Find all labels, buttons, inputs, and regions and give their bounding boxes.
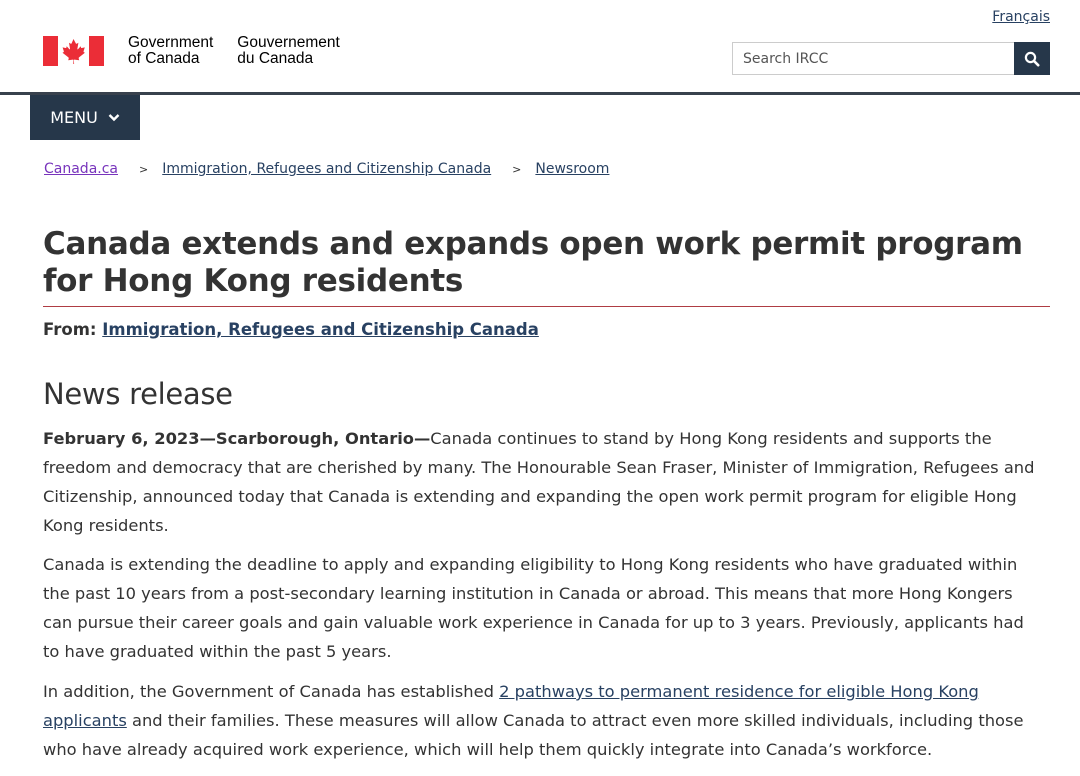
search-input[interactable] xyxy=(732,42,1014,75)
wordmark-fr-line2: du Canada xyxy=(237,50,314,67)
title-underline xyxy=(43,306,1050,307)
breadcrumb-link-newsroom[interactable]: Newsroom xyxy=(535,161,610,177)
from-department-link[interactable]: Immigration, Refugees and Citizenship Canada xyxy=(102,320,539,339)
breadcrumb-separator: > xyxy=(139,162,149,176)
government-of-canada-logo[interactable] xyxy=(43,36,340,67)
search-bar xyxy=(732,42,1050,75)
wordmark-french xyxy=(237,35,340,67)
wordmark xyxy=(128,35,340,67)
breadcrumb-link-ircc[interactable]: Immigration, Refugees and Citizenship Canada xyxy=(162,161,492,177)
search-button[interactable] xyxy=(1014,42,1050,75)
canada-flag-icon xyxy=(43,36,104,66)
paragraph-3-text-after: and their families. These measures will allow Canada to attract even more skilled individuals, including those who have already acquired work experience, which will help them quickly integrate into Canada’s workforce. xyxy=(43,711,1024,759)
article-paragraph-3 xyxy=(43,677,1043,764)
menu-button[interactable] xyxy=(30,95,140,140)
permanent-residence-pathways-link[interactable]: 2 pathways to permanent residence for eligible Hong Kong applicants xyxy=(43,682,979,730)
dateline: February 6, 2023—Scarborough, Ontario— xyxy=(43,429,431,448)
from-line xyxy=(43,320,539,339)
breadcrumb xyxy=(44,161,609,177)
wordmark-en-line2: of Canada xyxy=(128,50,200,67)
page-title: Canada extends and expands open work permit program for Hong Kong residents xyxy=(43,226,1023,299)
paragraph-3-text-before: In addition, the Government of Canada has established xyxy=(43,682,500,701)
news-release-heading: News release xyxy=(43,377,233,411)
chevron-down-icon xyxy=(108,113,120,122)
search-icon xyxy=(1024,51,1040,67)
header-divider xyxy=(0,92,1080,95)
language-toggle-link[interactable]: Français xyxy=(992,9,1050,25)
article-paragraph-1 xyxy=(43,424,1043,540)
wordmark-en-line1: Government xyxy=(128,34,214,51)
wordmark-english xyxy=(128,35,213,67)
paragraph-1-text: Canada continues to stand by Hong Kong residents and supports the freedom and democracy that are cherished by many. The Honourable Sean Fraser, Minister of Immigration, Refugees and Citizenship, announced today that Canada is extending and expanding the open work permit program for eligible Hong Kong residents. xyxy=(43,429,1035,535)
breadcrumb-separator: > xyxy=(512,162,522,176)
from-label: From: xyxy=(43,320,97,339)
article-paragraph-2: Canada is extending the deadline to apply and expanding eligibility to Hong Kong residents who have graduated within the past 10 years from a post-secondary learning institution in Canada or abroad. This means that more Hong Kongers can pursue their career goals and gain valuable work experience in Canada for up to 3 years. Previously, applicants had to have graduated within the past 5 years. xyxy=(43,555,1024,661)
breadcrumb-link-canada[interactable]: Canada.ca xyxy=(44,161,118,177)
wordmark-fr-line1: Gouvernement xyxy=(237,34,340,51)
menu-label: MENU xyxy=(50,108,98,127)
